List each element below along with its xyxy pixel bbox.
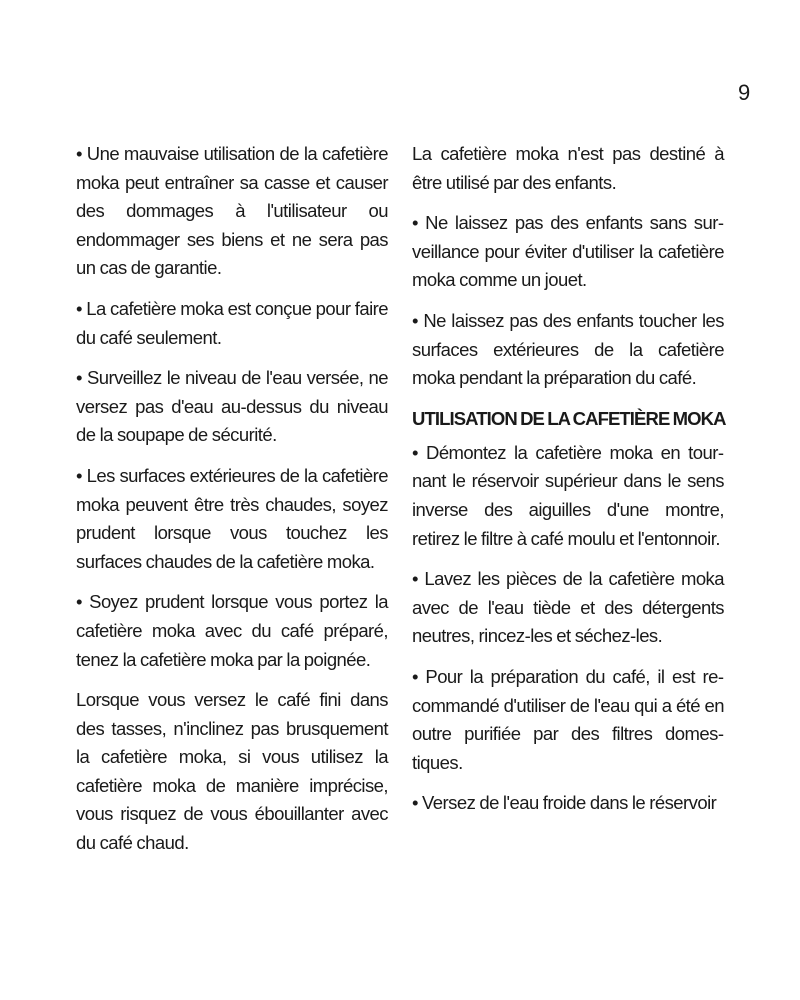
safety-paragraph-children-touch: • Ne laissez pas des enfants toucher les surfaces extérieures de la cafetière moka pendant la préparation du café. <box>412 309 724 389</box>
usage-paragraph-wash: • Lavez les pièces de la cafetière moka avec de l'eau tiède et des détergents neutres, rincez-les et séchez-les. <box>412 568 724 647</box>
section-heading-usage: UTILISATION DE LA CAFETIÈRE MOKA <box>412 407 726 429</box>
usage-paragraph-cold-water: • Versez de l'eau froide dans le réservoir <box>412 792 717 814</box>
safety-paragraph-supervision: • Ne laissez pas des enfants sans surveillance pour éviter d'utiliser la cafetière moka comme un jouet. <box>412 212 724 291</box>
left-column <box>76 140 388 870</box>
safety-paragraph-carry-handle: • Soyez prudent lorsque vous portez la cafetière moka avec du café préparé, tenez la cafetière moka par la poignée. <box>76 591 388 670</box>
safety-paragraph-pouring: Lorsque vous versez le café fini dans des tasses, n'inclinez pas brusquement la cafetière moka, si vous utilisez la cafetière moka de manière imprécise, vous risquez de vous ébouillanter avec du café chaud. <box>76 689 388 854</box>
safety-paragraph-hot-surfaces: • Les surfaces extérieures de la cafetière moka peuvent être très chaudes, soyez prudent lorsque vous touchez les surfaces chaudes de la cafetière moka. <box>76 464 388 572</box>
usage-paragraph-disassemble: • Démontez la cafetière moka en tournant le réservoir supérieur dans le sens inverse des aiguilles d'une montre, retirez le filtre à café moulu et l'entonnoir. <box>412 441 724 549</box>
right-column <box>412 140 724 830</box>
safety-paragraph-water-level: • Surveillez le niveau de l'eau versée, ne versez pas d'eau au-dessus du niveau de la soupape de sécurité. <box>76 367 388 446</box>
safety-paragraph-coffee-only: • La cafetière moka est conçue pour faire du café seulement. <box>76 297 388 348</box>
safety-paragraph-misuse: • Une mauvaise utilisation de la cafetière moka peut entraîner sa casse et causer des dommages à l'utilisateur ou endommager ses biens et ne sera pas un cas de garantie. <box>76 143 388 279</box>
safety-paragraph-children: La cafetière moka n'est pas destiné à être utilisé par des enfants. <box>412 143 724 193</box>
page-number: 9 <box>738 80 751 105</box>
usage-paragraph-water-filter: • Pour la préparation du café, il est recommandé d'utiliser de l'eau qui a été en outre purifiée par des filtres domestiques. <box>412 665 724 773</box>
